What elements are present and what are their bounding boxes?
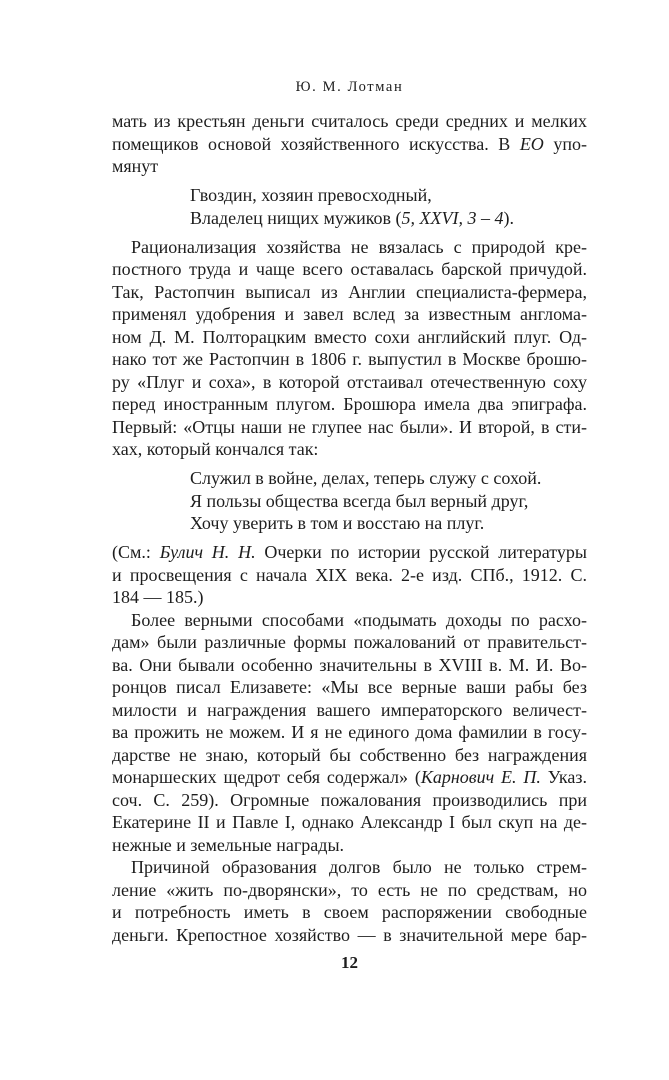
text-line: ва. Они бывали особенно значительны в XVIII в. М. И. Во- xyxy=(112,654,587,675)
text-line: и потребность иметь в своем распоряжении свободные xyxy=(112,902,587,922)
verse-quote xyxy=(112,184,587,229)
body-text xyxy=(112,110,587,946)
text-segment: Владелец нищих мужиков ( xyxy=(190,207,402,228)
verse-line xyxy=(190,207,587,230)
text-segment: упо- xyxy=(543,133,587,154)
text-segment: монаршеских щедрот себя содержал» ( xyxy=(112,767,421,787)
running-head: Ю. М. Лотман xyxy=(295,79,404,95)
text-line: постного труда и чаще всего оставалась барской причудой. xyxy=(112,259,587,279)
italic-citation: 5, XXVI, 3 – 4 xyxy=(401,207,504,228)
text-line: мянут xyxy=(112,156,159,176)
text-line: деньги. Крепостное хозяйство — в значительной мере бар- xyxy=(112,924,587,945)
verse-quote xyxy=(112,467,587,535)
verse-line: Служил в войне, делах, теперь служу с сохой. xyxy=(190,468,542,488)
text-line: Первый: «Отцы наши не глупее нас были». И второй, в сти- xyxy=(112,416,587,437)
text-line: применял удобрения и завел вслед за известным англома- xyxy=(112,304,587,324)
text-segment: помещиков основой хозяйственного искусства. В xyxy=(112,133,520,154)
text-line: соч. С. 259). Огромные пожалования производились при xyxy=(112,789,587,810)
text-line: Так, Растопчин выписал из Англии специалиста-фермера, xyxy=(112,281,587,302)
italic-author: Булич Н. Н. xyxy=(159,542,256,562)
text-line: дам» были различные формы пожалований от правительст- xyxy=(112,632,587,652)
text-line: ру «Плуг и соха», в которой отстаивал отечественную соху xyxy=(112,371,587,392)
reference-note xyxy=(112,541,587,609)
text-line: Рационализация хозяйства не вязалась с природой кре- xyxy=(131,236,587,257)
text-line: 184 — 185.) xyxy=(112,587,204,607)
text-line: нежные и земельные награды. xyxy=(112,834,345,855)
text-segment: Указ. xyxy=(540,767,588,787)
text-line: милости и награждения вашего императорского величест- xyxy=(112,699,587,720)
text-line: Екатерине II и Павле I, однако Александр I был скуп на де- xyxy=(112,812,587,832)
text-segment: ). xyxy=(503,207,515,228)
text-line: ление «жить по-дворянски», то есть не по средствам, но xyxy=(112,879,587,900)
text-line: нако тот же Растопчин в 1806 г. выпустил в Москве брошю- xyxy=(112,349,587,369)
italic-author: Карнович Е. П. xyxy=(420,767,541,787)
text-line: ронцов писал Елизавете: «Мы все верные ваши рабы без xyxy=(112,677,587,697)
text-line: Более верными способами «подымать доходы по расхо- xyxy=(131,609,587,630)
text-line: Причиной образования долгов было не только стрем- xyxy=(131,857,587,877)
text-line: ном Д. М. Полторацким вместо сохи английский плуг. Од- xyxy=(112,326,587,347)
page-number: 12 xyxy=(341,953,358,972)
text-line: перед иностранным плугом. Брошюра имела два эпиграфа. xyxy=(112,394,587,414)
text-line: хах, который кончался так: xyxy=(112,439,319,459)
verse-line: Гвоздин, хозяин превосходный, xyxy=(190,185,432,205)
paragraph xyxy=(112,856,587,946)
text-line xyxy=(112,133,587,156)
text-line: ва прожить не можем. И я не единого дома фамилии в госу- xyxy=(112,722,587,742)
text-line xyxy=(112,766,587,789)
text-line: дарстве не знаю, который бы собственно без награждения xyxy=(112,744,587,765)
paragraph xyxy=(112,609,587,857)
text-segment: Очерки по истории русской литературы xyxy=(255,542,587,562)
text-line: мать из крестьян деньги считалось среди средних и мелких xyxy=(112,111,587,131)
italic-abbreviation: ЕО xyxy=(519,133,544,154)
paragraph xyxy=(112,236,587,461)
text-line: и просвещения с начала XIX века. 2-е изд. СПб., 1912. С. xyxy=(112,564,587,585)
verse-line: Хочу уверить в том и восстаю на плуг. xyxy=(190,513,485,533)
text-segment: (См.: xyxy=(112,542,160,562)
paragraph xyxy=(112,110,587,178)
text-line xyxy=(112,541,587,564)
verse-line: Я пользы общества всегда был верный друг, xyxy=(190,490,529,511)
